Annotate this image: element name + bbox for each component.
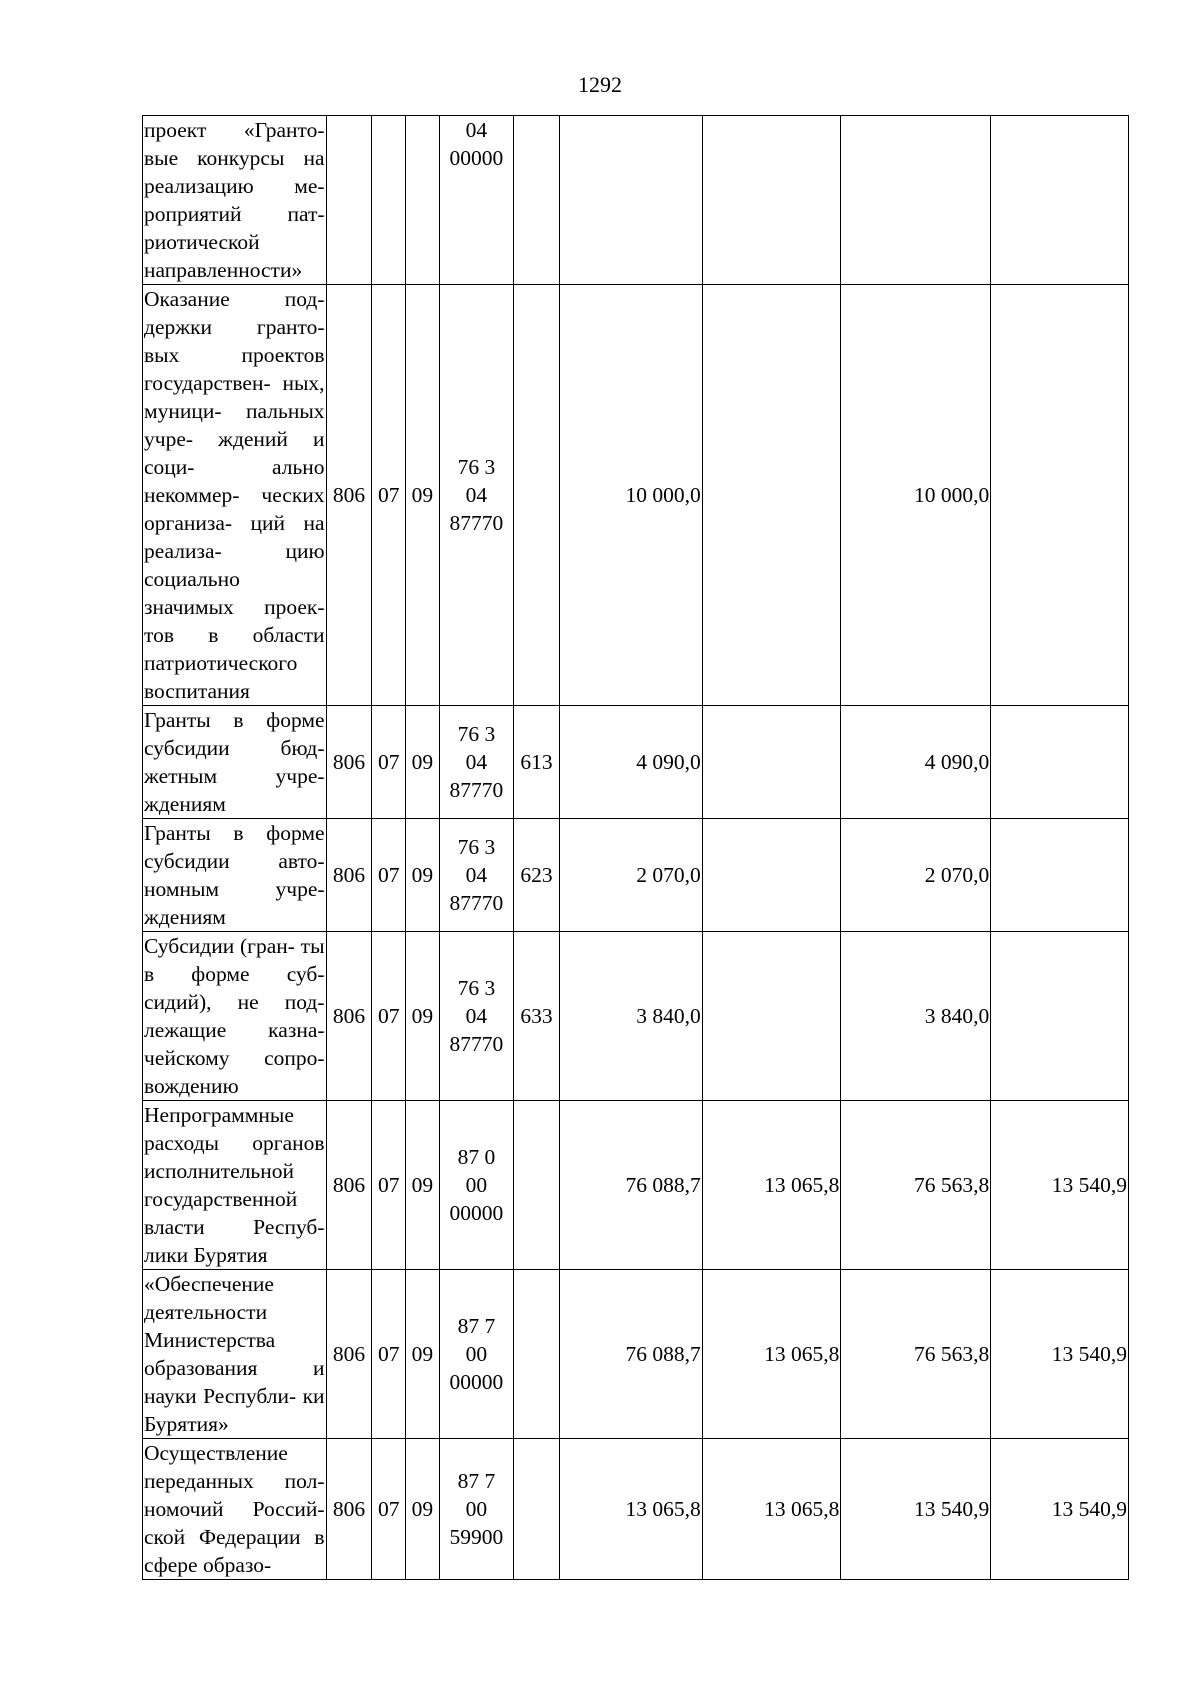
expense-name-cell: Непрограммные расходы органов исполнительной государственной власти Респуб- лики Бурятия [143, 1101, 327, 1270]
amount-cell: 13 065,8 [559, 1439, 702, 1580]
target-article-line: 59900 [449, 1525, 504, 1549]
subvention-amount-cell [702, 116, 841, 285]
amount-cell [559, 116, 702, 285]
section-code-cell: 07 [372, 706, 406, 819]
subsection-code-cell: 09 [406, 1270, 440, 1439]
subvention-amount-cell: 13 540,9 [991, 1439, 1129, 1580]
amount-cell: 2 070,0 [559, 819, 702, 932]
subsection-code-cell: 09 [406, 706, 440, 819]
target-article-line: 00000 [449, 146, 504, 170]
expense-name-cell: проект «Гранто- вые конкурсы на реализацию ме- роприятий пат- риотической направленности» [143, 116, 327, 285]
target-article-line: 04 [465, 118, 488, 142]
expense-type-cell [514, 285, 560, 706]
subvention-amount-cell: 13 065,8 [702, 1439, 841, 1580]
department-code-cell: 806 [326, 285, 372, 706]
page-number: 1292 [578, 72, 622, 97]
subvention-amount-cell [702, 706, 841, 819]
table-row [143, 706, 1129, 819]
table-row [143, 1439, 1129, 1580]
expense-name-cell: Гранты в форме субсидии бюд- жетным учре- ждениям [143, 706, 327, 819]
subsection-code-cell: 09 [406, 1101, 440, 1270]
subvention-amount-cell [991, 819, 1129, 932]
amount-cell: 4 090,0 [559, 706, 702, 819]
table-row [143, 285, 1129, 706]
table-row [143, 1101, 1129, 1270]
subsection-code-cell: 09 [406, 819, 440, 932]
subvention-amount-cell [702, 932, 841, 1101]
subvention-amount-cell [991, 932, 1129, 1101]
amount-cell: 4 090,0 [841, 706, 991, 819]
target-article-line: 87770 [449, 1032, 504, 1056]
table-row [143, 116, 1129, 285]
department-code-cell: 806 [326, 1101, 372, 1270]
section-code-cell: 07 [372, 285, 406, 706]
amount-cell: 10 000,0 [559, 285, 702, 706]
target-article-cell [439, 1439, 513, 1580]
subsection-code-cell: 09 [406, 1439, 440, 1580]
amount-cell: 76 563,8 [841, 1101, 991, 1270]
subvention-amount-cell [702, 819, 841, 932]
target-article-cell [439, 1101, 513, 1270]
target-article-line: 00 [465, 1173, 488, 1197]
subvention-amount-cell: 13 540,9 [991, 1270, 1129, 1439]
subvention-amount-cell [991, 285, 1129, 706]
target-article-line: 04 [465, 1004, 488, 1028]
target-article-line: 00 [465, 1497, 488, 1521]
amount-cell: 76 088,7 [559, 1270, 702, 1439]
expense-name-cell: Осуществление переданных пол- номочий Россий- ской Федерации в сфере образо- [143, 1439, 327, 1580]
target-article-line: 87 7 [457, 1469, 496, 1493]
expense-type-cell [514, 1270, 560, 1439]
amount-cell: 10 000,0 [841, 285, 991, 706]
target-article-cell [439, 819, 513, 932]
department-code-cell: 806 [326, 1270, 372, 1439]
section-code-cell: 07 [372, 1439, 406, 1580]
table-row [143, 932, 1129, 1101]
subvention-amount-cell [991, 116, 1129, 285]
expense-type-cell: 613 [514, 706, 560, 819]
target-article-line: 87 7 [457, 1314, 496, 1338]
expense-name-cell: Оказание под- держки гранто- вых проектов государствен- ных, муници- пальных учре- ждений и соци- ально некоммер- ческих организа- ций на реализа- цию социально значимых проек- тов в области патриотического воспитания [143, 285, 327, 706]
department-code-cell: 806 [326, 932, 372, 1101]
target-article-line: 00 [465, 1342, 488, 1366]
subsection-code-cell: 09 [406, 932, 440, 1101]
section-code-cell: 07 [372, 819, 406, 932]
amount-cell: 3 840,0 [559, 932, 702, 1101]
target-article-cell [439, 706, 513, 819]
target-article-line: 76 3 [457, 722, 496, 746]
amount-cell: 76 563,8 [841, 1270, 991, 1439]
department-code-cell: 806 [326, 1439, 372, 1580]
expense-name-cell: Гранты в форме субсидии авто- номным учре- ждениям [143, 819, 327, 932]
expense-type-cell [514, 1101, 560, 1270]
target-article-line: 87770 [449, 778, 504, 802]
expense-type-cell: 633 [514, 932, 560, 1101]
expense-type-cell: 623 [514, 819, 560, 932]
section-code-cell [372, 116, 406, 285]
table-row [143, 819, 1129, 932]
department-code-cell: 806 [326, 706, 372, 819]
amount-cell [841, 116, 991, 285]
subsection-code-cell [406, 116, 440, 285]
expense-name-cell: «Обеспечение деятельности Министерства образования и науки Республи- ки Бурятия» [143, 1270, 327, 1439]
subvention-amount-cell: 13 065,8 [702, 1101, 841, 1270]
expense-type-cell [514, 1439, 560, 1580]
amount-cell: 3 840,0 [841, 932, 991, 1101]
target-article-line: 00000 [449, 1370, 504, 1394]
target-article-line: 04 [465, 483, 488, 507]
table-row [143, 1270, 1129, 1439]
section-code-cell: 07 [372, 1101, 406, 1270]
amount-cell: 2 070,0 [841, 819, 991, 932]
section-code-cell: 07 [372, 932, 406, 1101]
target-article-line: 76 3 [457, 835, 496, 859]
amount-cell: 13 540,9 [841, 1439, 991, 1580]
target-article-line: 00000 [449, 1201, 504, 1225]
subvention-amount-cell: 13 540,9 [991, 1101, 1129, 1270]
expense-name-cell: Субсидии (гран- ты в форме суб- сидий), не под- лежащие казна- чейскому сопро- вождению [143, 932, 327, 1101]
subsection-code-cell: 09 [406, 285, 440, 706]
subvention-amount-cell [991, 706, 1129, 819]
target-article-line: 87770 [449, 891, 504, 915]
subvention-amount-cell [702, 285, 841, 706]
target-article-cell [439, 1270, 513, 1439]
target-article-line: 87 0 [457, 1145, 496, 1169]
target-article-line: 87770 [449, 511, 504, 535]
subvention-amount-cell: 13 065,8 [702, 1270, 841, 1439]
target-article-line: 76 3 [457, 455, 496, 479]
target-article-line: 76 3 [457, 976, 496, 1000]
target-article-cell [439, 116, 513, 285]
section-code-cell: 07 [372, 1270, 406, 1439]
target-article-cell [439, 932, 513, 1101]
target-article-line: 04 [465, 863, 488, 887]
target-article-cell [439, 285, 513, 706]
department-code-cell [326, 116, 372, 285]
target-article-line: 04 [465, 750, 488, 774]
amount-cell: 76 088,7 [559, 1101, 702, 1270]
department-code-cell: 806 [326, 819, 372, 932]
budget-table [142, 115, 1129, 1580]
expense-type-cell [514, 116, 560, 285]
